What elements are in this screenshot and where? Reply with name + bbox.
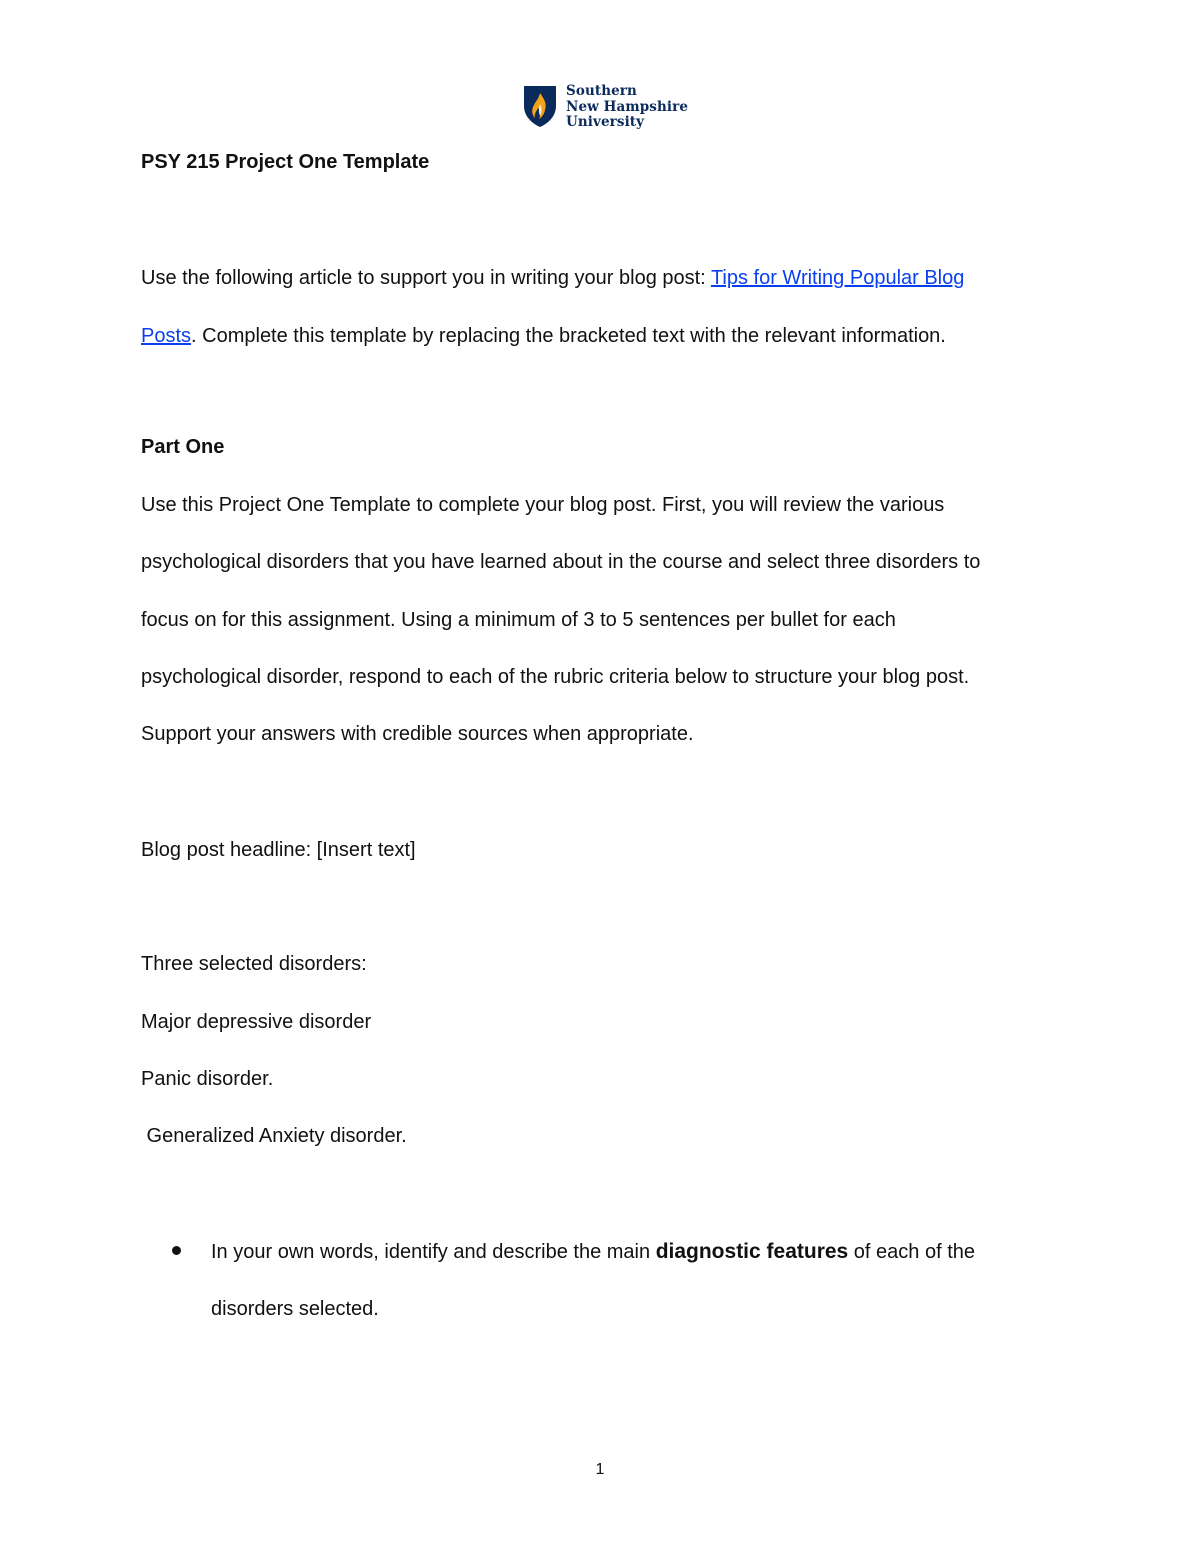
disorders-label: Three selected disorders: (141, 953, 367, 975)
page-number: 1 (595, 1461, 605, 1478)
logo-line-university: University (566, 114, 645, 130)
bullet-emphasis: diagnostic features (655, 1240, 849, 1263)
logo-line-new-hampshire: New Hampshire (566, 98, 689, 115)
bullet-line-2: disorders selected. (211, 1298, 379, 1320)
bullet-line-1 (211, 1240, 975, 1264)
blog-headline-field[interactable]: Blog post headline: [Insert text] (141, 839, 416, 861)
part-one-line: Support your answers with credible sources when appropriate. (141, 723, 694, 745)
intro-line-1 (141, 266, 964, 290)
part-one-heading: Part One (141, 436, 225, 458)
disorder-item: Panic disorder. (141, 1068, 274, 1090)
intro-text-after-link: . Complete this template by replacing the bracketed text with the relevant information. (191, 325, 946, 347)
logo-wordmark (566, 84, 688, 131)
snhu-logo (522, 84, 688, 131)
bullet-text-after: of each of the (848, 1241, 976, 1263)
part-one-line: focus on for this assignment. Using a minimum of 3 to 5 sentences per bullet for each (141, 609, 896, 631)
logo-line-southern: Southern (566, 83, 637, 99)
part-one-line: psychological disorder, respond to each of the rubric criteria below to structure your blog post. (141, 666, 970, 688)
disorder-item: Generalized Anxiety disorder. (141, 1125, 407, 1147)
part-one-line: Use this Project One Template to complete your blog post. First, you will review the various (141, 494, 945, 516)
document-title: PSY 215 Project One Template (141, 151, 430, 173)
flame-shield-icon (522, 84, 558, 128)
intro-text-before-link: Use the following article to support you in writing your blog post: (141, 267, 711, 289)
disorder-item: Major depressive disorder (141, 1011, 372, 1033)
bullet-text-before: In your own words, identify and describe the main (211, 1241, 656, 1263)
bullet-icon (172, 1246, 181, 1255)
article-link-part-2[interactable]: Posts (141, 325, 192, 347)
part-one-line: psychological disorders that you have learned about in the course and select three disorders to (141, 551, 981, 573)
article-link-part-1[interactable]: Tips for Writing Popular Blog (710, 267, 965, 289)
intro-line-2 (141, 324, 946, 348)
